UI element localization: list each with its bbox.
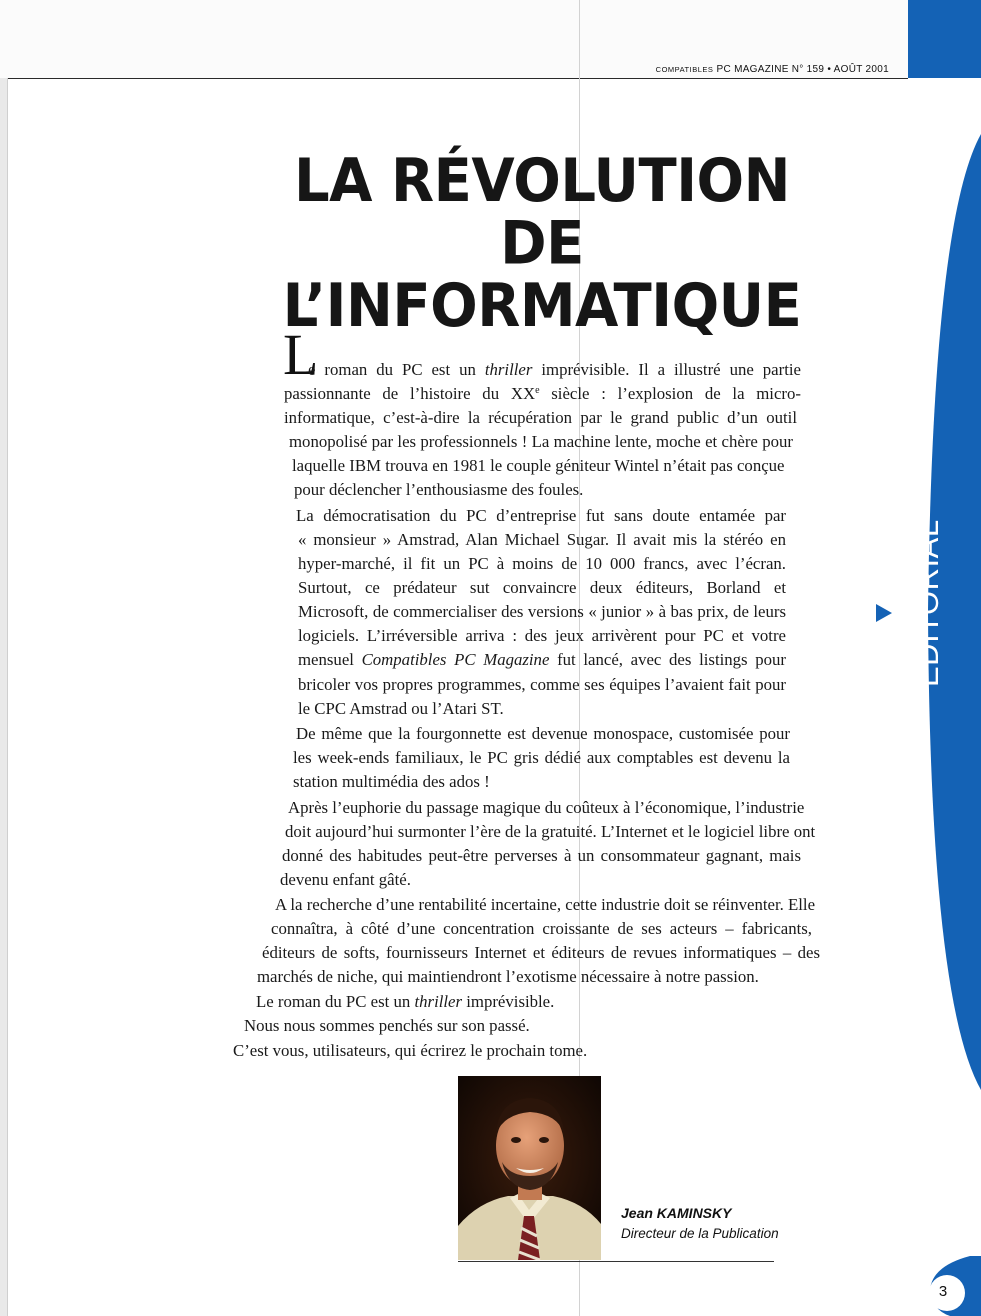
page-number: 3	[938, 1283, 948, 1300]
article-line	[296, 724, 790, 744]
text-run: bricoler vos propres programmes, comme ses équipes l’avaient fait pour	[298, 675, 786, 694]
author-role: Directeur de la Publication	[621, 1226, 779, 1241]
article-line	[298, 530, 786, 550]
italic-text: thriller	[484, 360, 533, 379]
text-run: connaîtra, à côté d’une concentration croissante de ses acteurs – fabricants,	[271, 919, 812, 938]
article-line	[256, 992, 556, 1012]
article-line	[275, 895, 816, 915]
author-portrait-image	[458, 1076, 601, 1260]
article-line	[294, 480, 584, 500]
running-header	[656, 64, 889, 75]
author-signature	[621, 1203, 779, 1245]
text-run: A la recherche d’une rentabilité incertaine, cette industrie doit se réinventer. Elle	[275, 895, 816, 914]
italic-text: thriller	[414, 992, 463, 1011]
title-line-3: L’INFORMATIQUE	[282, 271, 802, 341]
article-line	[293, 772, 490, 792]
author-photo	[458, 1076, 601, 1260]
text-run: imprévisible. Il a illustré une partie	[532, 360, 801, 379]
section-label: ÉDITORIAL	[910, 519, 945, 687]
text-run: donné des habitudes peut-être perverses à un consommateur gagnant, mais	[282, 846, 801, 865]
text-run: le CPC Amstrad ou l’Atari ST.	[298, 699, 504, 718]
header-magazine-small: COMPATIBLES	[655, 65, 714, 74]
text-run: hyper-marché, il fit un PC à moins de 10 000 francs, avec l’écran.	[298, 554, 786, 573]
header-magazine-issue: PC MAGAZINE N° 159 • AOÛT 2001	[716, 64, 889, 75]
text-run: monopolisé par les professionnels ! La machine lente, moche et chère pour	[289, 432, 793, 451]
article-line	[244, 1016, 531, 1036]
article-line	[257, 967, 759, 987]
article-line	[282, 846, 801, 866]
text-run: doit aujourd’hui surmonter l’ère de la gratuité. L’Internet et le logiciel libre ont	[285, 822, 816, 841]
text-run: pour déclencher l’enthousiasme des foules.	[294, 480, 584, 499]
article-line	[289, 432, 793, 452]
text-run: Microsoft, de commercialiser des versions « junior » à bas prix, de leurs	[298, 602, 786, 621]
superscript-text: e	[535, 385, 540, 396]
article-line	[288, 798, 805, 818]
text-run: De même que la fourgonnette est devenue monospace, customisée pour	[296, 724, 790, 743]
title-line-2: DE	[500, 209, 584, 279]
text-run: Le roman du PC est un	[256, 992, 415, 1011]
text-run: « monsieur » Amstrad, Alan Michael Sugar. Il avait mis la stéréo en	[298, 530, 786, 549]
text-run: devenu enfant gâté.	[280, 870, 411, 889]
text-run: logiciels. L’irréversible arriva : des jeux arrivèrent pour PC et votre	[298, 626, 786, 645]
article-line	[284, 408, 797, 428]
article-line	[296, 506, 786, 526]
article-line	[298, 675, 786, 695]
article-line	[271, 919, 812, 939]
drop-cap: L	[283, 322, 319, 387]
text-run: informatique, c’est-à-dire la récupération par le grand public d’un outil	[284, 408, 797, 427]
text-run: mensuel	[298, 650, 362, 669]
author-name: Jean KAMINSKY	[621, 1205, 732, 1221]
article-line	[262, 943, 820, 963]
text-run: La démocratisation du PC d’entreprise fut sans doute entamée par	[296, 506, 786, 525]
text-run: passionnante de l’histoire du XX	[284, 384, 536, 403]
article-line	[298, 626, 786, 646]
title-line-1: LA RÉVOLUTION	[293, 146, 791, 216]
article-line	[298, 554, 786, 574]
article-line	[298, 602, 786, 622]
italic-text: Compatibles PC Magazine	[361, 650, 550, 669]
text-run: e roman du PC est un	[308, 360, 485, 379]
article-line	[285, 822, 816, 842]
page-binding-edge	[0, 78, 8, 1316]
article-line	[298, 578, 786, 598]
article-line	[298, 699, 526, 719]
text-run: siècle : l’explosion de la micro-	[539, 384, 801, 403]
text-run: Surtout, ce prédateur sut convaincre deux éditeurs, Borland et	[298, 578, 786, 597]
bottom-rule	[458, 1261, 774, 1262]
text-run: fut lancé, avec des listings pour	[549, 650, 787, 669]
text-run: marchés de niche, qui maintiendront l’exotisme nécessaire à notre passion.	[257, 967, 759, 986]
text-run: imprévisible.	[462, 992, 555, 1011]
article-line	[293, 748, 790, 768]
text-run: laquelle IBM trouva en 1981 le couple géniteur Wintel n’était pas conçue	[292, 456, 785, 475]
text-run: C’est vous, utilisateurs, qui écrirez le prochain tome.	[233, 1041, 588, 1060]
text-run: éditeurs de softs, fournisseurs Internet et éditeurs de revues informatiques – des	[262, 943, 820, 962]
text-run: Après l’euphorie du passage magique du coûteux à l’économique, l’industrie	[288, 798, 805, 817]
article-line	[280, 870, 420, 890]
article-line	[308, 360, 801, 380]
text-run: les week-ends familiaux, le PC gris dédié aux comptables est devenu la	[293, 748, 790, 767]
article-line	[233, 1041, 588, 1061]
header-rule	[8, 78, 908, 79]
text-run: station multimédia des ados !	[293, 772, 490, 791]
text-run: Nous nous sommes penchés sur son passé.	[244, 1016, 530, 1035]
article-line	[298, 650, 786, 670]
article-line	[284, 384, 801, 404]
article-title	[262, 146, 822, 341]
section-arrow-icon	[876, 604, 892, 622]
article-line	[292, 456, 791, 476]
